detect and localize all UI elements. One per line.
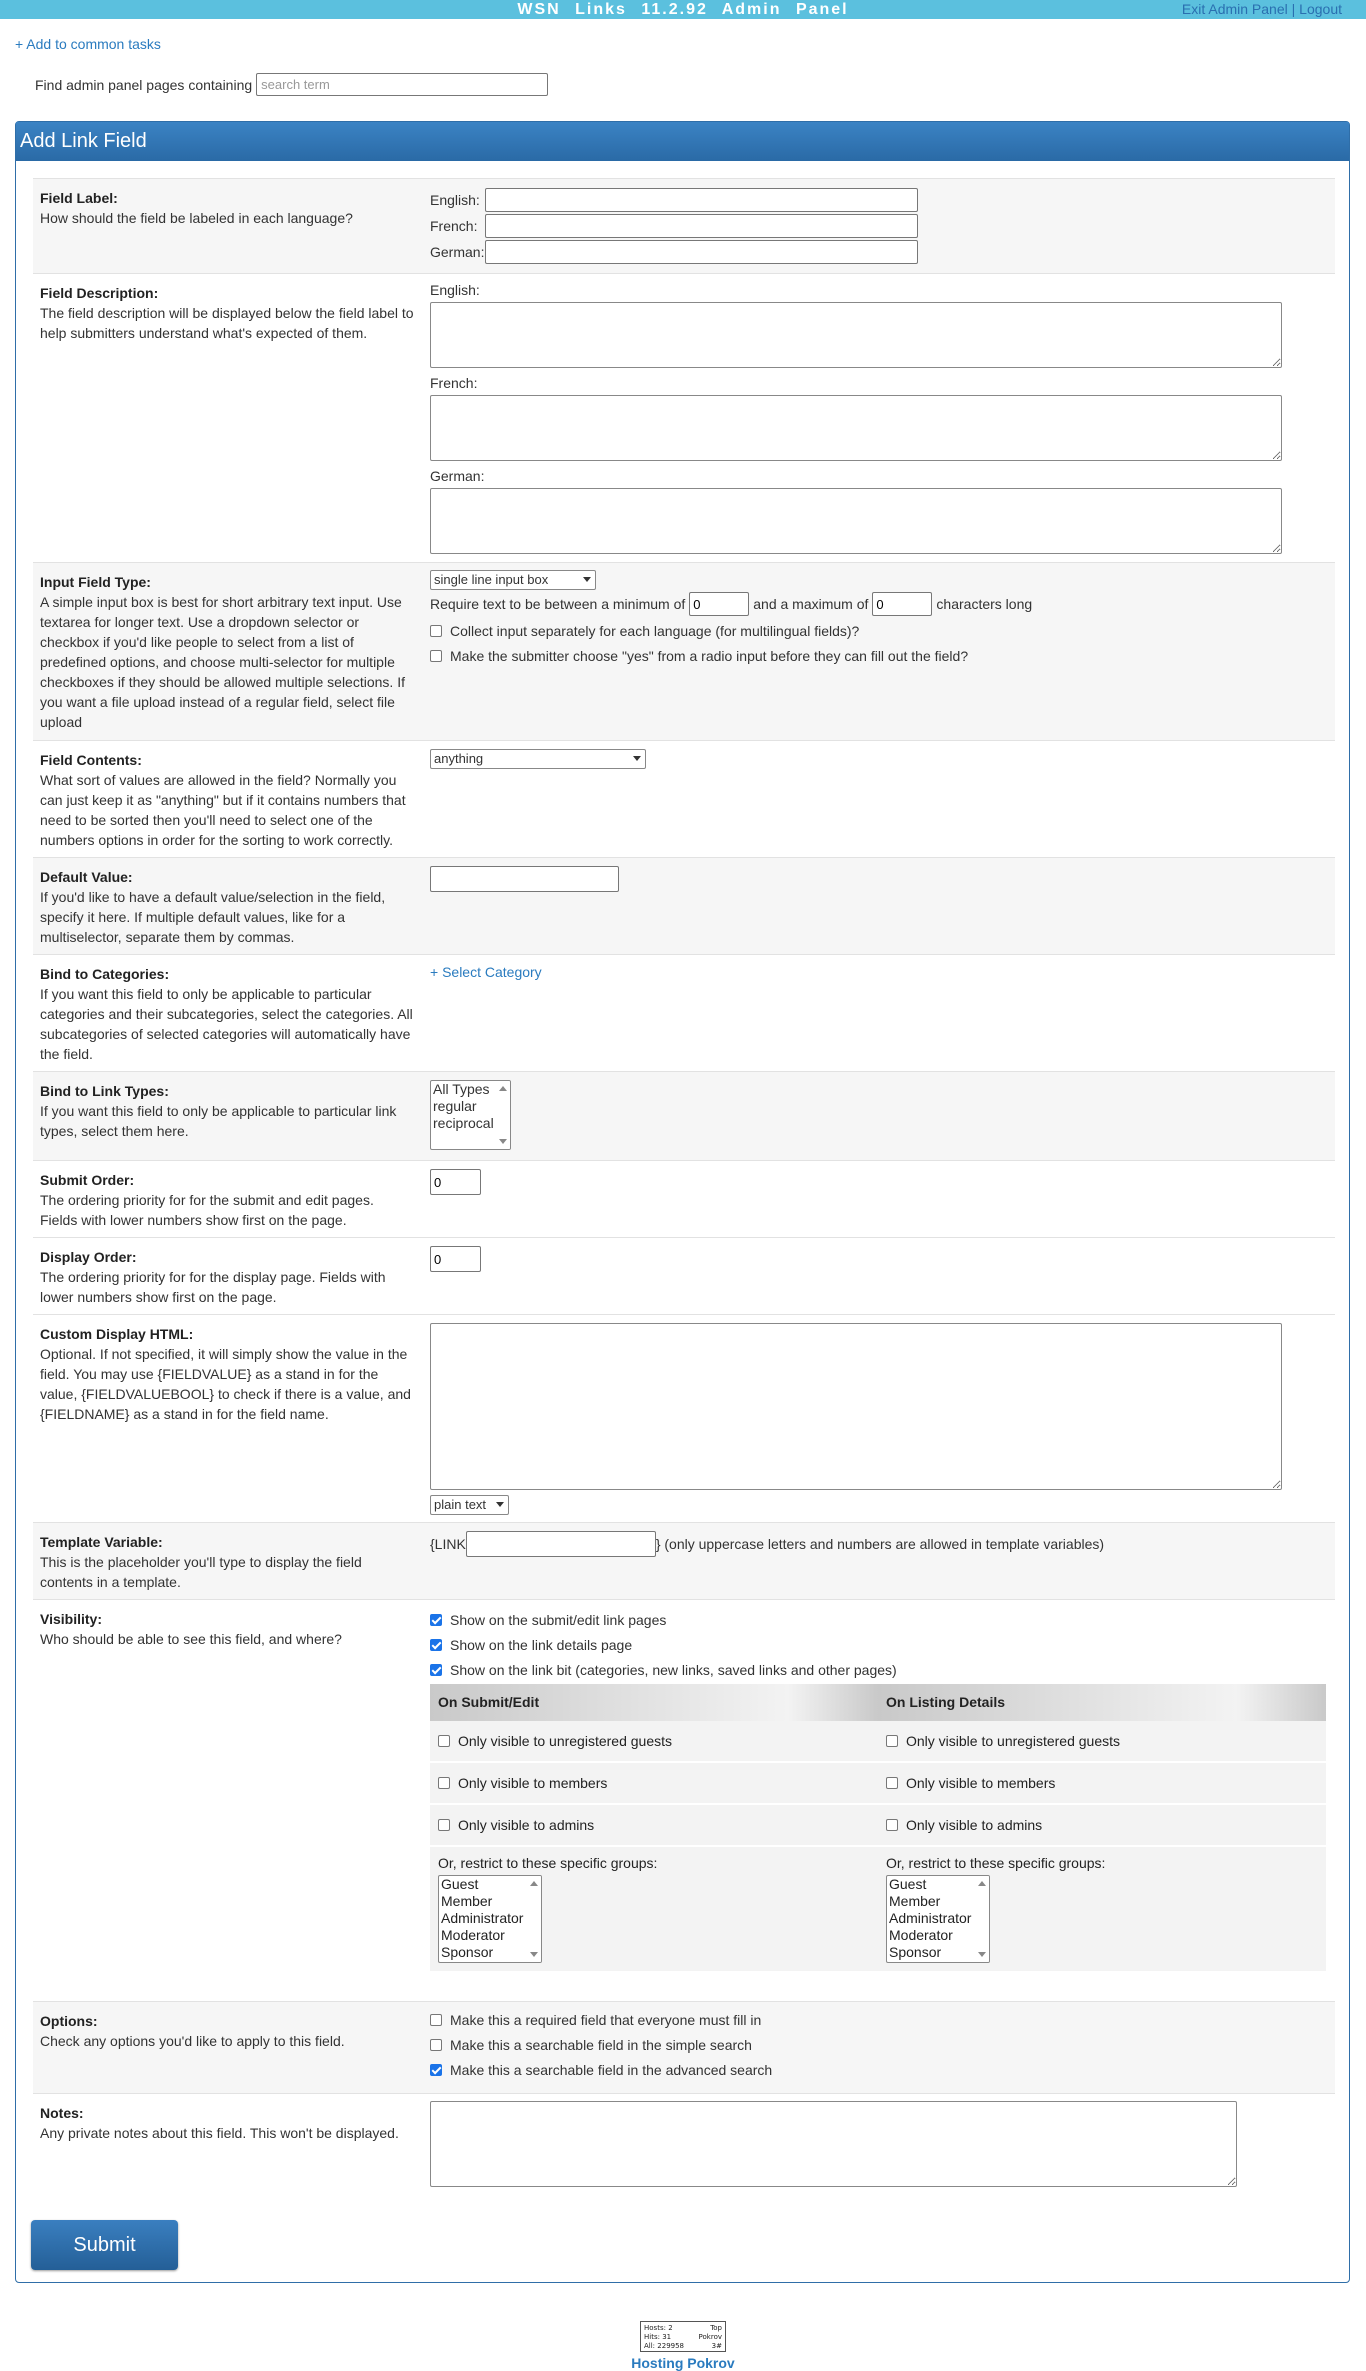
list-item[interactable]: Moderator <box>889 1927 953 1943</box>
template-variable-row <box>33 1522 1335 1599</box>
listing-guests-label: Only visible to unregistered guests <box>906 1733 1120 1749</box>
topbar-links <box>1182 0 1342 19</box>
require-text-prefix: Require text to be between a minimum of <box>430 596 686 612</box>
list-item[interactable]: Guest <box>441 1876 479 1892</box>
advanced-search-checkbox[interactable] <box>430 2064 442 2076</box>
multilingual-label: Collect input separately for each language (for multilingual fields)? <box>450 622 860 639</box>
listing-groups-listbox[interactable] <box>886 1875 990 1963</box>
listing-admins-checkbox[interactable] <box>886 1819 898 1831</box>
bind-link-types-title: Bind to Link Types: <box>40 1083 169 1099</box>
col-submit-edit-header: On Submit/Edit <box>438 1694 540 1710</box>
template-prefix: {LINK <box>430 1536 466 1552</box>
col-listing-details-header: On Listing Details <box>886 1694 1006 1710</box>
hosting-pokrov-link[interactable]: Hosting Pokrov <box>631 2355 735 2371</box>
field-label-french-input[interactable] <box>485 214 918 238</box>
scroll-up-icon <box>530 1881 538 1886</box>
default-value-input[interactable] <box>430 866 619 892</box>
english-label: English: <box>430 192 480 208</box>
list-item[interactable]: All Types <box>433 1081 490 1097</box>
show-link-bit-label: Show on the link bit (categories, new links, saved links and other pages) <box>450 1661 897 1678</box>
radio-yes-label: Make the submitter choose "yes" from a radio input before they can fill out the field? <box>450 647 969 664</box>
field-contents-desc: What sort of values are allowed in the field? Normally you can just keep it as "anything" but if it contains numbers that need to be sorted then you'll need to select one of the numbers options in order for the sorting to work correctly. <box>40 772 406 848</box>
submit-admins-label: Only visible to admins <box>458 1817 595 1833</box>
template-suffix: } (only uppercase letters and numbers are allowed in template variables) <box>655 1536 1105 1552</box>
submit-order-desc: The ordering priority for for the submit and edit pages. Fields with lower numbers show first on the page. <box>40 1192 374 1228</box>
logout-link[interactable]: Logout <box>1299 1 1342 17</box>
visibility-row <box>33 1599 1335 1997</box>
listbox-scrollbar[interactable] <box>527 1876 541 1962</box>
panel-title: Add Link Field <box>16 122 1349 161</box>
template-variable-desc: This is the placeholder you'll type to display the field contents in a template. <box>40 1554 362 1590</box>
min-length-input[interactable] <box>689 592 749 616</box>
advanced-search-label: Make this a searchable field in the advanced search <box>450 2061 773 2078</box>
show-details-label: Show on the link details page <box>450 1636 633 1653</box>
default-value-row <box>33 857 1335 954</box>
input-field-type-row <box>33 562 1335 740</box>
listing-guests-checkbox[interactable] <box>886 1735 898 1747</box>
admin-search-row <box>35 73 548 96</box>
field-contents-title: Field Contents: <box>40 752 142 768</box>
visibility-title: Visibility: <box>40 1611 102 1627</box>
submit-admins-checkbox[interactable] <box>438 1819 450 1831</box>
list-item[interactable]: Member <box>441 1893 493 1909</box>
template-variable-title: Template Variable: <box>40 1534 163 1550</box>
required-field-label: Make this a required field that everyone must fill in <box>450 2011 762 2028</box>
require-text-mid: and a maximum of <box>753 596 869 612</box>
custom-display-html-row <box>33 1314 1335 1522</box>
max-length-input[interactable] <box>872 592 932 616</box>
notes-title: Notes: <box>40 2105 84 2121</box>
submit-restrict-label: Or, restrict to these specific groups: <box>438 1855 658 1871</box>
submit-order-input[interactable] <box>430 1169 481 1195</box>
admin-panel-title: WSN Links 11.2.92 Admin Panel <box>517 1 849 18</box>
description-french-textarea[interactable] <box>430 395 1282 461</box>
listing-admins-label: Only visible to admins <box>906 1817 1043 1833</box>
list-item[interactable]: Administrator <box>441 1910 524 1926</box>
display-order-title: Display Order: <box>40 1249 137 1265</box>
list-item[interactable]: Sponsor <box>441 1944 494 1960</box>
admin-topbar <box>0 0 1366 19</box>
submit-button[interactable]: Submit <box>31 2220 178 2270</box>
list-item[interactable]: Guest <box>889 1876 927 1892</box>
custom-html-desc: Optional. If not specified, it will simply show the value in the field. You may use {FIELDVALUE} as a stand in for the value, {FIELDVALUEBOOL} to check if there is a value, and {FIELDNAME} as a stand in for the field name. <box>40 1346 411 1422</box>
scroll-down-icon <box>978 1952 986 1957</box>
list-item[interactable]: Administrator <box>889 1910 972 1926</box>
scroll-down-icon <box>530 1952 538 1957</box>
french-label: French: <box>430 218 478 234</box>
custom-html-textarea[interactable] <box>430 1323 1282 1490</box>
listing-members-checkbox[interactable] <box>886 1777 898 1789</box>
bind-categories-title: Bind to Categories: <box>40 966 170 982</box>
visibility-desc: Who should be able to see this field, and where? <box>40 1631 342 1647</box>
multilingual-checkbox[interactable] <box>430 625 442 637</box>
required-field-checkbox[interactable] <box>430 2014 442 2026</box>
radio-yes-checkbox[interactable] <box>430 650 442 662</box>
submit-order-row <box>33 1160 1335 1237</box>
search-label: Find admin panel pages containing <box>35 76 253 93</box>
notes-textarea[interactable] <box>430 2101 1237 2187</box>
desc-german-label: German: <box>430 468 485 484</box>
visibility-table <box>430 1684 1326 1973</box>
options-title: Options: <box>40 2013 98 2029</box>
list-item[interactable]: Member <box>889 1893 941 1909</box>
simple-search-checkbox[interactable] <box>430 2039 442 2051</box>
custom-html-title: Custom Display HTML: <box>40 1326 194 1342</box>
bind-link-types-row <box>33 1071 1335 1160</box>
require-text-suffix: characters long <box>936 596 1033 612</box>
listing-members-label: Only visible to members <box>906 1775 1056 1791</box>
submit-guests-checkbox[interactable] <box>438 1735 450 1747</box>
options-row <box>33 2001 1335 2093</box>
simple-search-label: Make this a searchable field in the simple search <box>450 2036 752 2053</box>
scroll-down-icon <box>499 1139 507 1144</box>
notes-row <box>33 2093 1335 2193</box>
field-label-english-input[interactable] <box>485 188 918 212</box>
listbox-scrollbar[interactable] <box>496 1081 510 1149</box>
input-type-select[interactable]: single line input box <box>430 570 596 590</box>
display-order-desc: The ordering priority for for the display page. Fields with lower numbers show first on the page. <box>40 1269 386 1305</box>
desc-french-label: French: <box>430 375 478 391</box>
bind-categories-row <box>33 954 1335 1071</box>
list-item[interactable]: Moderator <box>441 1927 505 1943</box>
chevron-down-icon <box>496 1502 504 1507</box>
bind-link-types-desc: If you want this field to only be applicable to particular link types, select them here. <box>40 1103 397 1139</box>
scroll-up-icon <box>978 1881 986 1886</box>
input-type-title: Input Field Type: <box>40 574 151 590</box>
default-value-desc: If you'd like to have a default value/selection in the field, specify it here. If multiple default values, like for a multiselector, separate them by commas. <box>40 889 386 945</box>
field-description-desc: The field description will be displayed below the field label to help submitters understand what's expected of them. <box>40 305 414 341</box>
submit-order-title: Submit Order: <box>40 1172 135 1188</box>
field-description-title: Field Description: <box>40 285 159 301</box>
description-english-textarea[interactable] <box>430 302 1282 368</box>
list-item[interactable]: reciprocal <box>433 1115 494 1131</box>
search-input[interactable] <box>256 73 548 96</box>
show-submit-edit-checkbox[interactable] <box>430 1614 442 1626</box>
add-link-field-panel <box>15 121 1350 2283</box>
template-variable-input[interactable] <box>466 1531 656 1557</box>
field-contents-row <box>33 740 1335 857</box>
field-description-row <box>33 273 1335 562</box>
show-link-bit-checkbox[interactable] <box>430 1664 442 1676</box>
scroll-up-icon <box>499 1086 507 1091</box>
field-contents-select[interactable]: anything <box>430 749 646 769</box>
display-order-row <box>33 1237 1335 1314</box>
show-submit-edit-label: Show on the submit/edit link pages <box>450 1611 667 1628</box>
submit-groups-listbox[interactable] <box>438 1875 542 1963</box>
input-type-desc: A simple input box is best for short arbitrary text input. Use textarea for longer text. Use a dropdown selector or checkbox if you'd like people to select from a list of predefined options, and choose multi-selector for multiple checkboxes if they should be allowed multiple selections. If you want a file upload instead of a regular field, select file upload <box>40 594 405 730</box>
hit-counter-badge[interactable]: Hosts: 2 Top Hits: 31 Pokrov All: 229958 3# <box>640 2321 726 2352</box>
desc-english-label: English: <box>430 282 480 298</box>
link-types-listbox[interactable] <box>430 1080 511 1150</box>
chevron-down-icon <box>583 577 591 582</box>
listing-restrict-label: Or, restrict to these specific groups: <box>886 1855 1106 1871</box>
bind-categories-desc: If you want this field to only be applicable to particular categories and their subcategories, select the categories. All subcategories of selected categories will automatically have the field. <box>40 986 413 1062</box>
show-details-checkbox[interactable] <box>430 1639 442 1651</box>
german-label: German: <box>430 244 485 260</box>
field-label-german-input[interactable] <box>485 240 918 264</box>
field-label-desc: How should the field be labeled in each language? <box>40 210 353 226</box>
default-value-title: Default Value: <box>40 869 133 885</box>
options-desc: Check any options you'd like to apply to this field. <box>40 2033 345 2049</box>
topbar-separator: | <box>1291 1 1296 17</box>
notes-desc: Any private notes about this field. This won't be displayed. <box>40 2125 399 2141</box>
add-to-common-tasks-link[interactable]: + Add to common tasks <box>15 36 161 52</box>
chevron-down-icon <box>633 756 641 761</box>
submit-members-label: Only visible to members <box>458 1775 608 1791</box>
submit-members-checkbox[interactable] <box>438 1777 450 1789</box>
listbox-scrollbar[interactable] <box>975 1876 989 1962</box>
field-label-title: Field Label: <box>40 190 118 206</box>
submit-guests-label: Only visible to unregistered guests <box>458 1733 672 1749</box>
exit-admin-link[interactable]: Exit Admin Panel <box>1181 1 1288 17</box>
html-format-select[interactable]: plain text <box>430 1495 509 1515</box>
display-order-input[interactable] <box>430 1246 481 1272</box>
list-item[interactable]: regular <box>433 1098 477 1114</box>
field-label-row <box>33 178 1335 273</box>
select-category-link[interactable]: + Select Category <box>430 964 542 980</box>
list-item[interactable]: Sponsor <box>889 1944 942 1960</box>
description-german-textarea[interactable] <box>430 488 1282 554</box>
